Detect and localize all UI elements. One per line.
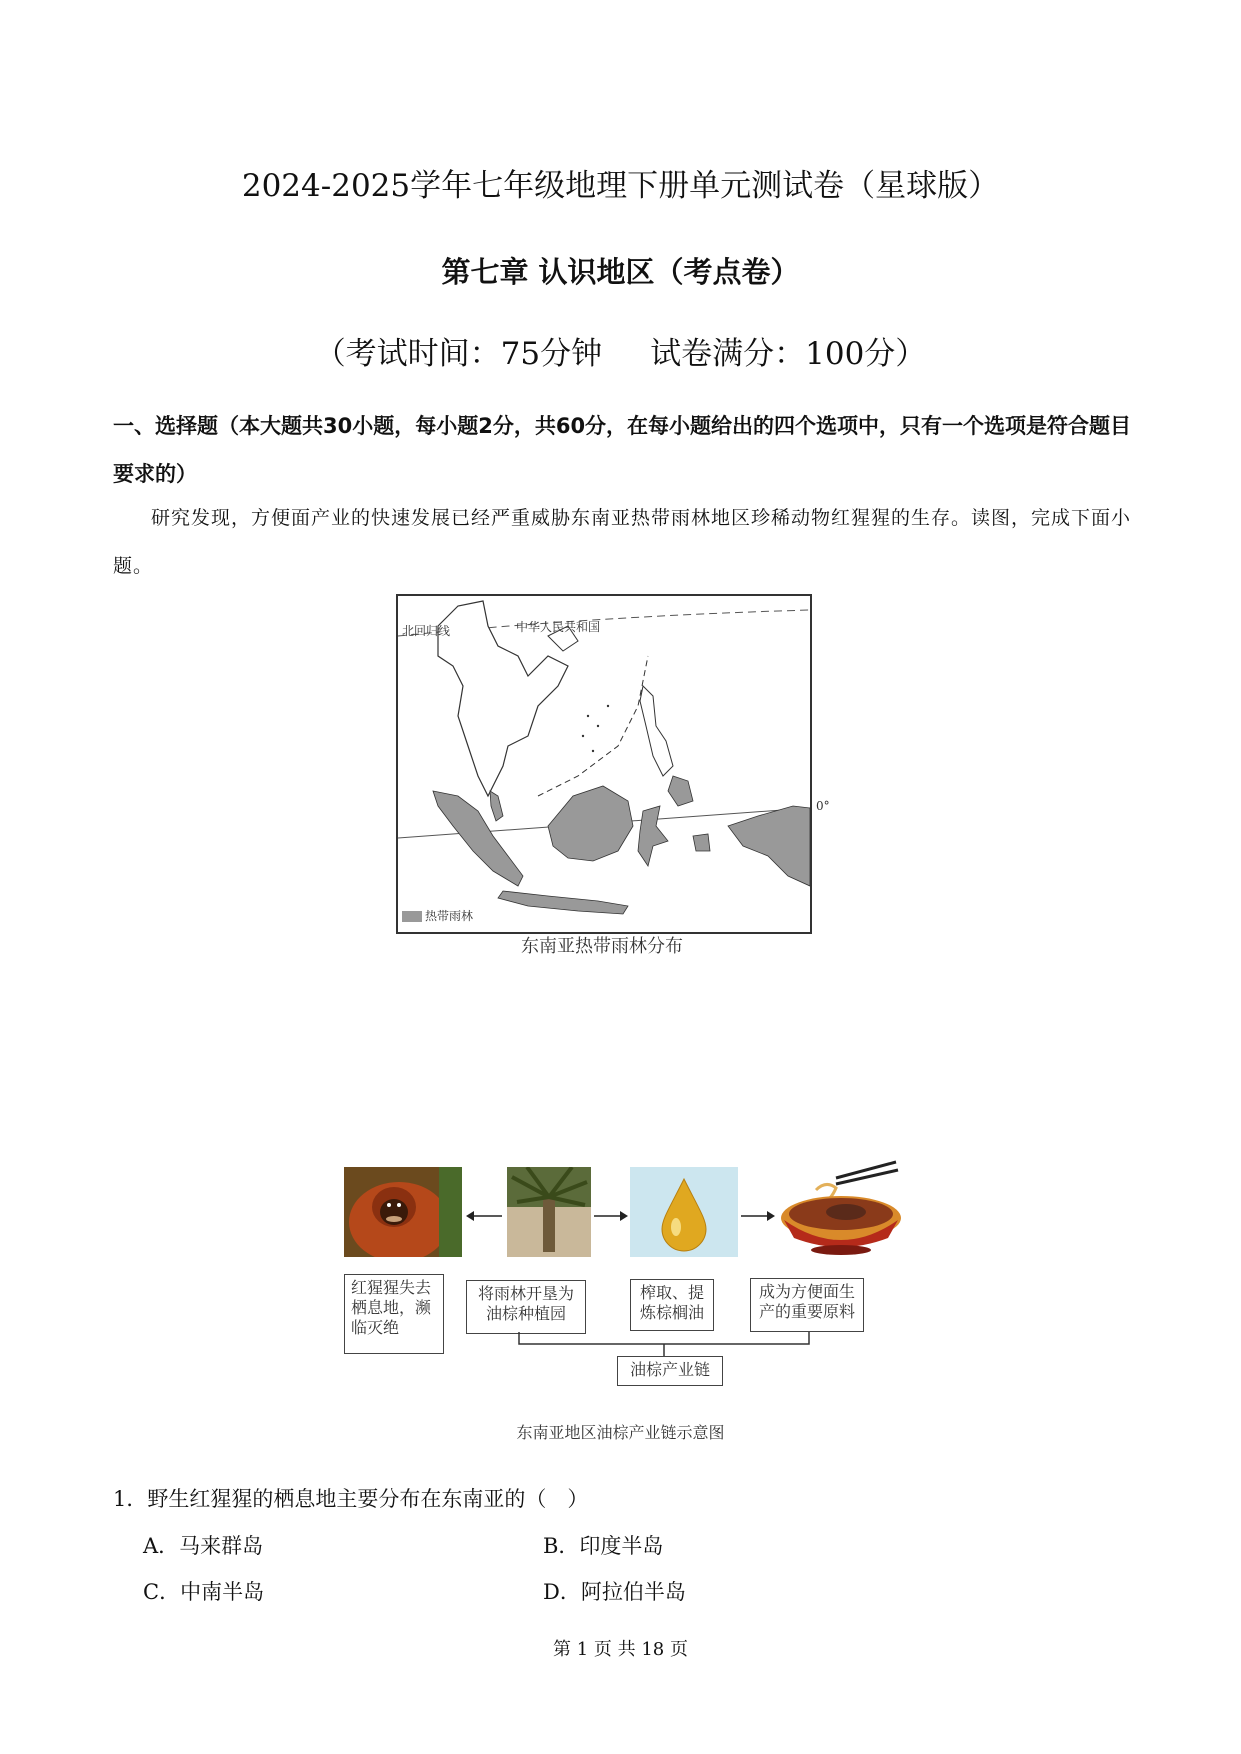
- philippines-outline: [640, 686, 673, 776]
- mindanao-rainforest: [668, 776, 693, 806]
- question-1-option-d[interactable]: D．阿拉伯半岛: [543, 1580, 686, 1604]
- page-footer: 第 1 页 共 18 页: [553, 1639, 688, 1660]
- passage-text: 研究发现，方便面产业的快速发展已经严重威胁东南亚热带雨林地区珍稀动物红猩猩的生存。读图，完成下面小题。: [113, 507, 1132, 577]
- section-heading: 一、选择题（本大题共30小题，每小题2分，共60分，在每小题给出的四个选项中，只有一个选项是符合题目要求的）: [113, 414, 1132, 486]
- map-caption: 东南亚热带雨林分布: [521, 936, 683, 957]
- java-rainforest: [498, 891, 628, 914]
- map-legend: [402, 907, 473, 924]
- arrow-left-icon: [466, 1210, 504, 1222]
- chapter-subtitle: 第七章 认识地区（考点卷）: [441, 255, 800, 289]
- arrow-right-icon-2: [741, 1210, 775, 1222]
- noodle-bowl-icon: [776, 1160, 906, 1260]
- new-guinea-rainforest: [728, 806, 810, 886]
- question-1-option-a[interactable]: A．马来群岛: [143, 1534, 264, 1558]
- arrow-right-icon: [594, 1210, 628, 1222]
- chain-box-plantation: 将雨林开垦为油棕种植园: [466, 1280, 586, 1334]
- china-label: 中华人民共和国: [516, 620, 601, 634]
- tropic-label: 北回归线: [402, 624, 451, 638]
- exam-time: （考试时间：75分钟: [314, 336, 603, 372]
- rainforest-swatch: [402, 911, 422, 922]
- document-title: 2024-2025学年七年级地理下册单元测试卷（星球版）: [241, 168, 1000, 204]
- chain-box-orangutan: 红猩猩失去栖息地，濒临灭绝: [344, 1274, 444, 1354]
- noodle-bowl-image: [776, 1160, 906, 1260]
- question-1-stem: 1．野生红猩猩的栖息地主要分布在东南亚的（ ）: [113, 1487, 589, 1511]
- exam-info: [0, 328, 1241, 373]
- moluccas-rainforest: [693, 834, 710, 851]
- question-1-option-c[interactable]: C．中南半岛: [143, 1580, 265, 1604]
- orangutan-icon: [344, 1167, 462, 1257]
- question-1-option-b[interactable]: B．印度半岛: [543, 1534, 664, 1558]
- oil-drop-image: [630, 1167, 738, 1257]
- chain-bracket-label: 油棕产业链: [617, 1356, 723, 1386]
- malay-rainforest: [490, 791, 503, 821]
- chain-caption: 东南亚地区油棕产业链示意图: [516, 1423, 725, 1442]
- equator-label: 0°: [816, 799, 830, 813]
- chain-box-noodles: 成为方便面生产的重要原料: [750, 1278, 864, 1332]
- legend-label: 热带雨林: [425, 909, 474, 923]
- southeast-asia-map: [396, 594, 812, 934]
- full-score: 试卷满分：100分）: [650, 336, 927, 372]
- sulawesi-rainforest: [638, 806, 668, 866]
- borneo-rainforest: [548, 786, 633, 861]
- orangutan-image: [344, 1167, 462, 1257]
- palm-tree-icon: [507, 1167, 591, 1257]
- map-graphic: [398, 596, 810, 932]
- sumatra-rainforest: [433, 791, 523, 886]
- chain-box-oil: 榨取、提炼棕榈油: [630, 1279, 714, 1331]
- oil-drop-icon: [630, 1167, 738, 1257]
- palm-tree-image: [507, 1167, 591, 1257]
